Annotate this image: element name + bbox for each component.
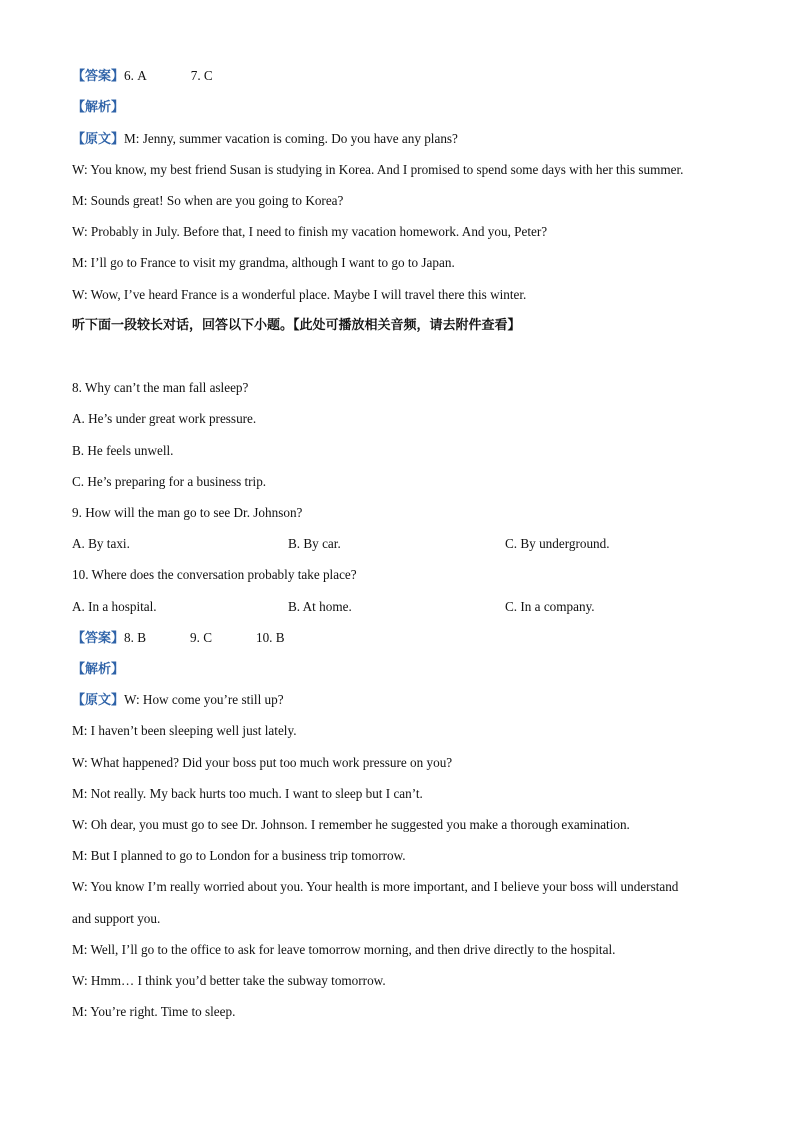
- question-10-option-a: A. In a hospital.: [72, 599, 157, 614]
- dialogue-line: W: Hmm… I think you’d better take the subway tomorrow.: [72, 973, 386, 988]
- dialogue-line: W: What happened? Did your boss put too much work pressure on you?: [72, 755, 453, 770]
- question-10-option-b: B. At home.: [288, 599, 352, 614]
- question-9: 9. How will the man go to see Dr. Johnson?: [72, 505, 303, 520]
- dialogue-line: M: Well, I’ll go to the office to ask for leave tomorrow morning, and then drive directly to the hospital.: [72, 942, 616, 957]
- dialogue-line: 【原文】M: Jenny, summer vacation is coming. Do you have any plans?: [72, 131, 458, 147]
- question-10: 10. Where does the conversation probably take place?: [72, 567, 357, 582]
- question-8: 8. Why can’t the man fall asleep?: [72, 380, 249, 395]
- dialogue-line: W: Oh dear, you must go to see Dr. Johnson. I remember he suggested you make a thorough examination.: [72, 817, 630, 832]
- question-10-option-c: C. In a company.: [505, 599, 595, 614]
- question-8-option-a: A. He’s under great work pressure.: [72, 411, 257, 426]
- answer-tag: 【答案】: [72, 631, 125, 646]
- question-9-option-a: A. By taxi.: [72, 536, 130, 551]
- question-9-option-b: B. By car.: [288, 536, 341, 551]
- question-8-option-c: C. He’s preparing for a business trip.: [72, 474, 267, 489]
- source-tag: 【原文】: [72, 693, 125, 708]
- answer-item: 10. B: [255, 630, 285, 645]
- answer-item: 6. A: [124, 68, 147, 83]
- question-8-option-b: B. He feels unwell.: [72, 443, 174, 458]
- answer-item: 8. B: [124, 630, 146, 645]
- analysis-line-1: [72, 98, 734, 117]
- dialogue-line: W: You know, my best friend Susan is studying in Korea. And I promised to spend some days with her this summer.: [72, 162, 684, 177]
- dialogue-line: M: You’re right. Time to sleep.: [72, 1004, 236, 1019]
- answer-item: 9. C: [190, 630, 212, 645]
- listening-instruction: 听下面一段较长对话，回答以下小题。【此处可播放相关音频，请去附件查看】: [72, 318, 521, 333]
- dialogue-line: and support you.: [72, 911, 161, 926]
- source-tag: 【原文】: [72, 132, 125, 147]
- dialogue-line: 【原文】W: How come you’re still up?: [72, 692, 284, 708]
- answer-line-1: [72, 67, 734, 86]
- dialogue-line: W: You know I’m really worried about you. Your health is more important, and I believe your boss will understand: [72, 879, 679, 894]
- analysis-tag: 【解析】: [72, 662, 125, 677]
- answer-item: 7. C: [190, 68, 213, 83]
- analysis-line-2: [72, 660, 734, 679]
- dialogue-line: M: But I planned to go to London for a business trip tomorrow.: [72, 848, 406, 863]
- dialogue-line: M: I haven’t been sleeping well just lately.: [72, 723, 297, 738]
- dialogue-line: M: Sounds great! So when are you going to Korea?: [72, 193, 344, 208]
- answer-line-2: [72, 629, 734, 648]
- dialogue-line: M: I’ll go to France to visit my grandma, although I want to go to Japan.: [72, 255, 455, 270]
- dialogue-line: W: Wow, I’ve heard France is a wonderful place. Maybe I will travel there this winter.: [72, 287, 527, 302]
- analysis-tag: 【解析】: [72, 100, 125, 115]
- dialogue-line: M: Not really. My back hurts too much. I want to sleep but I can’t.: [72, 786, 423, 801]
- answer-tag: 【答案】: [72, 69, 125, 84]
- question-9-option-c: C. By underground.: [505, 536, 610, 551]
- dialogue-line: W: Probably in July. Before that, I need to finish my vacation homework. And you, Peter?: [72, 224, 548, 239]
